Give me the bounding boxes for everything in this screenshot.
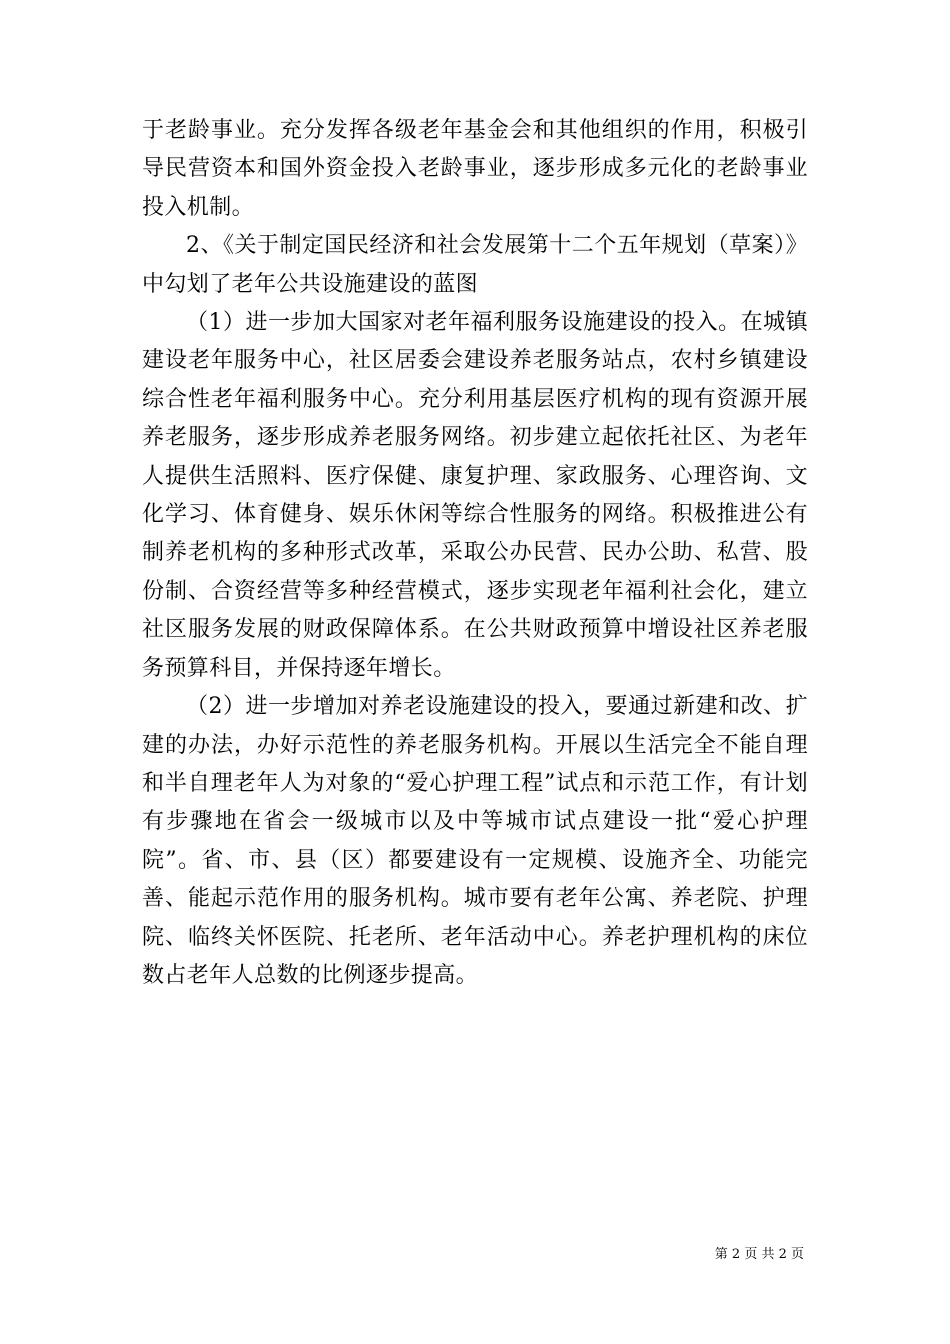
paragraph-elderly-care-facilities: （2）进一步增加对养老设施建设的投入，要通过新建和改、扩建的办法，办好示范性的养老服务机构。开展以生活完全不能自理和半自理老年人为对象的“爱心护理工程”试点和示范工作，有计划有步骤地在省会一级城市以及中等城市试点建设一批“爱心护理院”。省、市、县（区）都要建设有一定规模、设施齐全、功能完善、能起示范作用的服务机构。城市要有老年公寓、养老院、护理院、临终关怀医院、托老所、老年活动中心。养老护理机构的床位数占老年人总数的比例逐步提高。: [142, 694, 808, 988]
paragraph-funding-mechanism: 于老龄事业。充分发挥各级老年基金会和其他组织的作用，积极引导民营资本和国外资金投入老龄事业，逐步形成多元化的老龄事业投入机制。: [142, 118, 808, 220]
paragraph-welfare-facilities: （1）进一步加大国家对老年福利服务设施建设的投入。在城镇建设老年服务中心，社区居委会建设养老服务站点，农村乡镇建设综合性老年福利服务中心。充分利用基层医疗机构的现有资源开展养老服务，逐步形成养老服务网络。初步建立起依托社区、为老年人提供生活照料、医疗保健、康复护理、家政服务、心理咨询、文化学习、体育健身、娱乐休闲等综合性服务的网络。积极推进公有制养老机构的多种形式改革，采取公办民营、民办公助、私营、股份制、合资经营等多种经营模式，逐步实现老年福利社会化，建立社区服务发展的财政保障体系。在公共财政预算中增设社区养老服务预算科目，并保持逐年增长。: [142, 310, 808, 681]
paragraph-five-year-plan-heading: 2、《关于制定国民经济和社会发展第十二个五年规划（草案）》中勾划了老年公共设施建设的蓝图: [142, 233, 808, 297]
page-number-footer: 第 2 页 共 2 页: [714, 1247, 804, 1262]
document-body: [142, 112, 808, 995]
